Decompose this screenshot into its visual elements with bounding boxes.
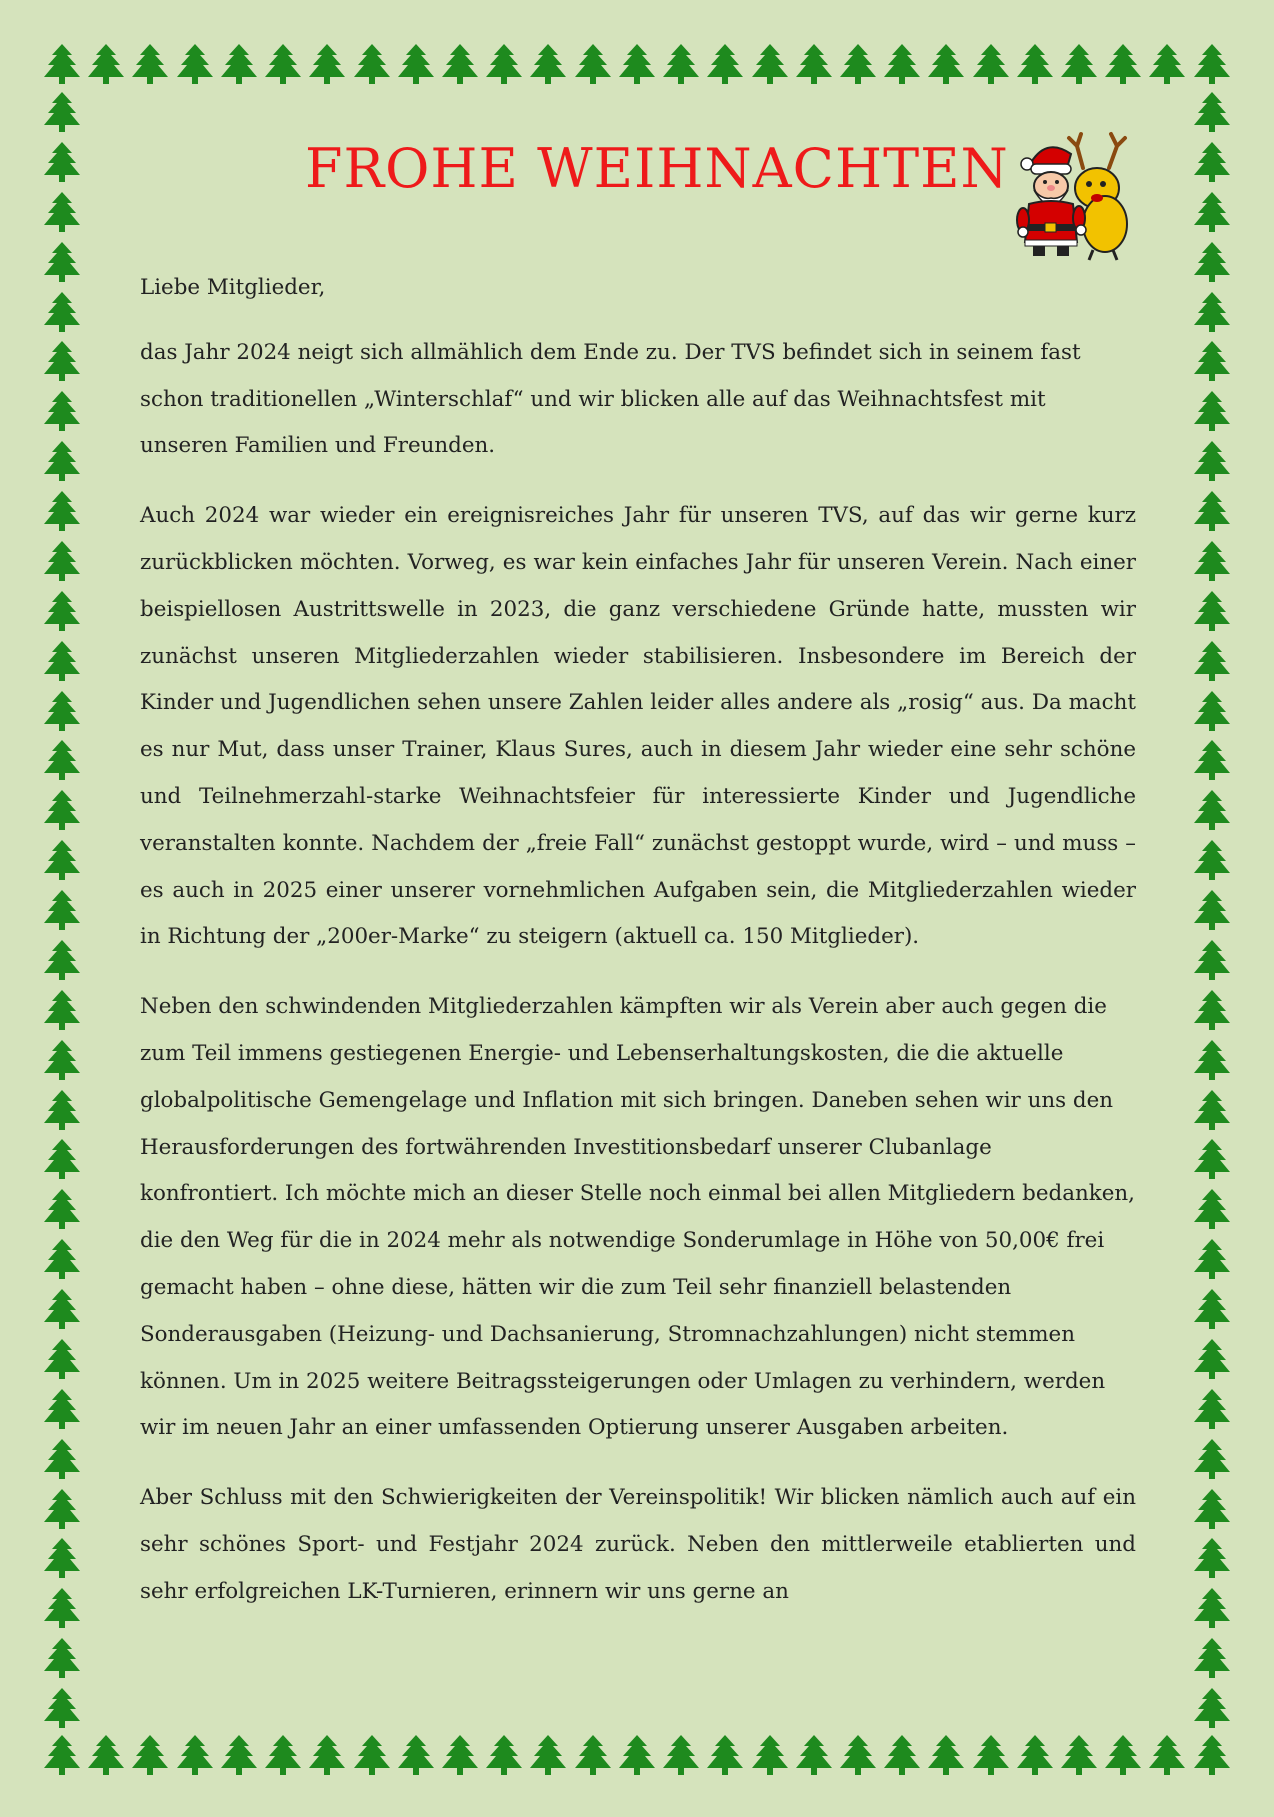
christmas-tree-icon xyxy=(1192,838,1232,882)
christmas-tree-icon xyxy=(263,1733,303,1777)
christmas-tree-icon xyxy=(1192,1387,1232,1431)
letter-paragraph-4: Aber Schluss mit den Schwierigkeiten der Vereinspolitik! Wir blicken nämlich auch auf ein sehr schönes Sport- und Festjahr 2024 zurück. Neben den mittlerweile etablierten und sehr erfolgreichen LK-Turnieren, erinnern wir uns gerne an xyxy=(140,1485,1136,1604)
christmas-tree-icon xyxy=(42,1636,82,1680)
christmas-tree-icon xyxy=(42,190,82,234)
christmas-tree-icon xyxy=(396,42,436,86)
christmas-tree-icon xyxy=(42,738,82,782)
christmas-tree-icon xyxy=(42,1387,82,1431)
christmas-tree-icon xyxy=(1192,738,1232,782)
christmas-tree-icon xyxy=(1015,1733,1055,1777)
christmas-tree-icon xyxy=(42,1733,82,1777)
christmas-tree-icon xyxy=(971,42,1011,86)
christmas-tree-icon xyxy=(307,42,347,86)
christmas-tree-icon xyxy=(1192,938,1232,982)
christmas-tree-icon xyxy=(882,42,922,86)
christmas-tree-icon xyxy=(838,42,878,86)
christmas-tree-icon xyxy=(42,1137,82,1181)
christmas-tree-icon xyxy=(750,42,790,86)
christmas-tree-icon xyxy=(42,838,82,882)
letter-paragraph-2: Auch 2024 war wieder ein ereignisreiches Jahr für unseren TVS, auf das wir gerne kurz zurückblicken möchten. Vorweg, es war kein einfaches Jahr für unseren Verein. Nach einer beispiellosen Austrittswelle in 2023, die ganz verschiedene Gründe hatte, mussten wir zunächst unseren Mitgliederzahlen wieder stabilisieren. Insbesondere im Bereich der Kinder und Jugendlichen sehen unsere Zahlen leider alles andere als „rosig“ aus. Da macht es nur Mut, dass unser Trainer, Klaus Sures, auch in diesem Jahr wieder eine sehr schöne und Teilnehmerzahl-starke Weihnachtsfeier für interessierte Kinder und Jugendliche veranstalten konnte. Nachdem der „freie Fall“ zunächst gestoppt wurde, wird – und muss – es auch in 2025 einer unserer vornehmlichen Aufgaben sein, die Mitgliederzahlen wieder in Richtung der „200er-Marke“ zu steigern (aktuell ca. 150 Mitglieder). xyxy=(140,503,1136,950)
tree-border-right xyxy=(1192,90,1232,1730)
christmas-tree-icon xyxy=(42,1337,82,1381)
christmas-tree-icon xyxy=(661,42,701,86)
christmas-tree-icon xyxy=(661,1733,701,1777)
christmas-tree-icon xyxy=(1192,1038,1232,1082)
christmas-tree-icon xyxy=(42,1088,82,1132)
christmas-tree-icon xyxy=(42,938,82,982)
christmas-tree-icon xyxy=(352,42,392,86)
christmas-tree-icon xyxy=(219,42,259,86)
letter-body xyxy=(140,265,1136,1639)
christmas-tree-icon xyxy=(440,42,480,86)
christmas-tree-icon xyxy=(42,988,82,1032)
christmas-tree-icon xyxy=(42,1187,82,1231)
christmas-tree-icon xyxy=(705,42,745,86)
christmas-tree-icon xyxy=(1192,1088,1232,1132)
christmas-tree-icon xyxy=(42,1237,82,1281)
christmas-tree-icon xyxy=(705,1733,745,1777)
christmas-tree-icon xyxy=(307,1733,347,1777)
christmas-tree-icon xyxy=(1192,489,1232,533)
letter-paragraph-3: Neben den schwindenden Mitgliederzahlen kämpften wir als Verein aber auch gegen die zum Teil immens gestiegenen Energie- und Lebenserhaltungskosten, die die aktuelle globalpolitische Gemengelage und Inflation mit sich bringen. Daneben sehen wir uns den Herausforderungen des fortwährenden Investitionsbedarf unserer Clubanlage konfrontiert. Ich möchte mich an dieser Stelle noch einmal bei allen Mitgliedern bedanken, die den Weg für die in 2024 mehr als notwendige Sonderumlage in Höhe von 50,00€ frei gemacht haben – ohne diese, hätten wir die zum Teil sehr finanziell belastenden Sonderausgaben (Heizung- und Dachsanierung, Stromnachzahlungen) nicht stemmen können. Um in 2025 weitere Beitragssteigerungen oder Umlagen zu verhindern, werden wir im neuen Jahr an einer umfassenden Optierung unserer Ausgaben arbeiten. xyxy=(140,994,1135,1441)
christmas-tree-icon xyxy=(573,1733,613,1777)
christmas-tree-icon xyxy=(1192,988,1232,1032)
christmas-tree-icon xyxy=(573,42,613,86)
christmas-tree-icon xyxy=(396,1733,436,1777)
christmas-tree-icon xyxy=(175,1733,215,1777)
santa-and-reindeer-illustration xyxy=(1005,128,1145,263)
christmas-tree-icon xyxy=(42,489,82,533)
christmas-tree-icon xyxy=(42,439,82,483)
christmas-tree-icon xyxy=(42,788,82,832)
christmas-tree-icon xyxy=(794,42,834,86)
christmas-tree-icon xyxy=(42,290,82,334)
christmas-tree-icon xyxy=(42,1038,82,1082)
tree-border-bottom xyxy=(42,1733,1232,1777)
christmas-tree-icon xyxy=(219,1733,259,1777)
christmas-tree-icon xyxy=(1192,1733,1232,1777)
christmas-tree-icon xyxy=(1192,1337,1232,1381)
christmas-tree-icon xyxy=(794,1733,834,1777)
christmas-tree-icon xyxy=(1192,589,1232,633)
tree-border-left xyxy=(42,90,82,1730)
christmas-tree-icon xyxy=(42,639,82,683)
christmas-tree-icon xyxy=(1147,1733,1187,1777)
christmas-tree-icon xyxy=(926,42,966,86)
christmas-tree-icon xyxy=(1192,240,1232,284)
christmas-tree-icon xyxy=(1192,1487,1232,1531)
christmas-tree-icon xyxy=(1192,1437,1232,1481)
page-title xyxy=(250,137,1030,200)
christmas-tree-icon xyxy=(1192,389,1232,433)
christmas-tree-icon xyxy=(42,539,82,583)
letter-paragraph-1: das Jahr 2024 neigt sich allmählich dem Ende zu. Der TVS befindet sich in seinem fast schon traditionellen „Winterschlaf“ und wir blicken alle auf das Weihnachtsfest mit unseren Familien und Freunden. xyxy=(140,339,1081,459)
christmas-tree-icon xyxy=(1192,439,1232,483)
christmas-tree-icon xyxy=(42,689,82,733)
christmas-tree-icon xyxy=(1192,1187,1232,1231)
christmas-tree-icon xyxy=(42,42,82,86)
christmas-tree-icon xyxy=(352,1733,392,1777)
christmas-tree-icon xyxy=(130,1733,170,1777)
christmas-tree-icon xyxy=(971,1733,1011,1777)
christmas-tree-icon xyxy=(1192,888,1232,932)
christmas-tree-icon xyxy=(882,1733,922,1777)
christmas-tree-icon xyxy=(42,888,82,932)
letter-greeting: Liebe Mitglieder, xyxy=(140,275,326,300)
christmas-tree-icon xyxy=(263,42,303,86)
christmas-tree-icon xyxy=(1103,42,1143,86)
christmas-tree-icon xyxy=(42,140,82,184)
christmas-tree-icon xyxy=(838,1733,878,1777)
christmas-tree-icon xyxy=(86,1733,126,1777)
christmas-tree-icon xyxy=(1147,42,1187,86)
christmas-tree-icon xyxy=(42,389,82,433)
christmas-tree-icon xyxy=(1192,90,1232,134)
christmas-tree-icon xyxy=(42,1586,82,1630)
christmas-tree-icon xyxy=(484,42,524,86)
christmas-tree-icon xyxy=(130,42,170,86)
christmas-tree-icon xyxy=(86,42,126,86)
christmas-tree-icon xyxy=(926,1733,966,1777)
christmas-tree-icon xyxy=(42,1287,82,1331)
christmas-tree-icon xyxy=(1015,42,1055,86)
christmas-tree-icon xyxy=(42,240,82,284)
christmas-tree-icon xyxy=(1059,1733,1099,1777)
christmas-tree-icon xyxy=(42,589,82,633)
christmas-tree-icon xyxy=(1192,788,1232,832)
christmas-tree-icon xyxy=(1192,42,1232,86)
christmas-tree-icon xyxy=(528,1733,568,1777)
christmas-tree-icon xyxy=(42,1437,82,1481)
tree-border-top xyxy=(42,42,1232,86)
christmas-tree-icon xyxy=(1059,42,1099,86)
christmas-tree-icon xyxy=(440,1733,480,1777)
christmas-tree-icon xyxy=(1192,339,1232,383)
christmas-tree-icon xyxy=(1192,539,1232,583)
christmas-tree-icon xyxy=(1192,290,1232,334)
christmas-tree-icon xyxy=(1192,190,1232,234)
christmas-tree-icon xyxy=(1192,1536,1232,1580)
christmas-tree-icon xyxy=(1192,639,1232,683)
christmas-tree-icon xyxy=(42,339,82,383)
christmas-tree-icon xyxy=(1103,1733,1143,1777)
christmas-tree-icon xyxy=(750,1733,790,1777)
christmas-tree-icon xyxy=(1192,1137,1232,1181)
christmas-tree-icon xyxy=(1192,1636,1232,1680)
christmas-tree-icon xyxy=(528,42,568,86)
christmas-tree-icon xyxy=(42,1686,82,1730)
christmas-tree-icon xyxy=(617,1733,657,1777)
page-title-text: FROHE WEIHNACHTEN xyxy=(305,137,1009,200)
christmas-tree-icon xyxy=(42,90,82,134)
christmas-tree-icon xyxy=(1192,140,1232,184)
christmas-tree-icon xyxy=(1192,1287,1232,1331)
christmas-tree-icon xyxy=(1192,1586,1232,1630)
christmas-tree-icon xyxy=(42,1487,82,1531)
christmas-tree-icon xyxy=(42,1536,82,1580)
christmas-tree-icon xyxy=(1192,1237,1232,1281)
christmas-tree-icon xyxy=(1192,689,1232,733)
christmas-tree-icon xyxy=(617,42,657,86)
christmas-tree-icon xyxy=(1192,1686,1232,1730)
christmas-tree-icon xyxy=(484,1733,524,1777)
christmas-tree-icon xyxy=(175,42,215,86)
